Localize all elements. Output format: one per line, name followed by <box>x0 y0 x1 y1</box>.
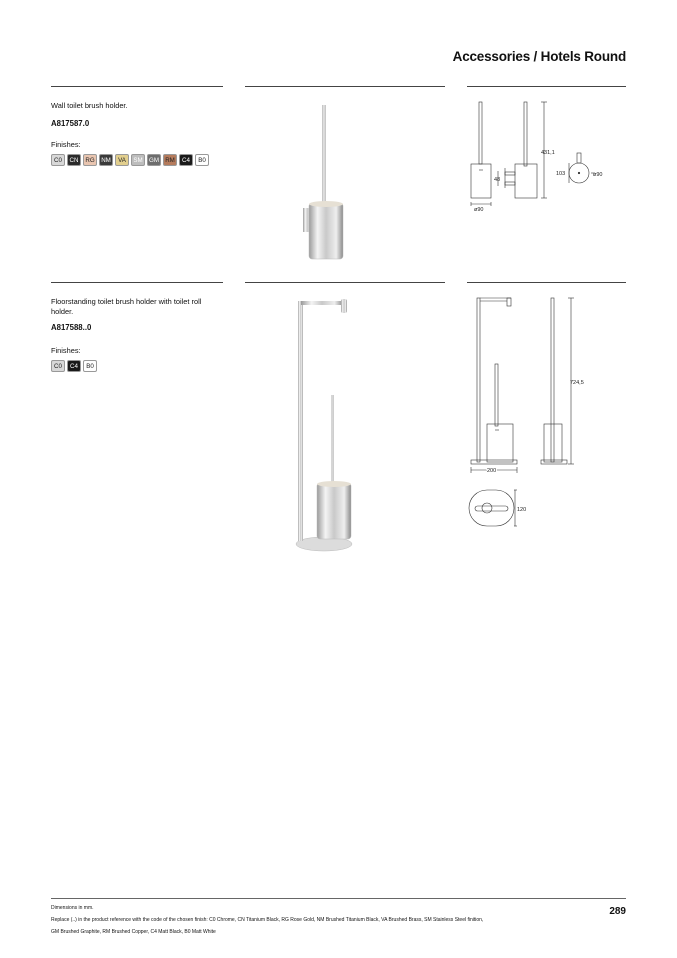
finish-swatch-gm: GM <box>147 154 161 166</box>
dim-width: 200 <box>487 468 497 474</box>
finishes-label: Finishes: <box>51 140 81 149</box>
finish-swatch-c0: C0 <box>51 360 65 372</box>
dim-depth: 103 <box>556 171 566 177</box>
finish-swatch-b0: B0 <box>83 360 97 372</box>
technical-drawing-floorstanding-holder <box>467 294 627 534</box>
finish-swatch-rm: RM <box>163 154 177 166</box>
product-photo-wall-brush-holder <box>245 100 445 265</box>
finish-swatch-nm: NM <box>99 154 113 166</box>
footer-dimensions-note: Dimensions in mm. <box>51 905 94 911</box>
section-rule <box>51 86 223 87</box>
finish-swatch-rg: RG <box>83 154 97 166</box>
dim-height: 431,1 <box>541 150 555 156</box>
finish-swatch-cn: CN <box>67 154 81 166</box>
finish-swatch-c4: C4 <box>179 154 193 166</box>
finish-swatch-sm: SM <box>131 154 145 166</box>
section-rule <box>467 86 626 87</box>
footer-finish-note: Replace (..) in the product reference with the code of the chosen finish: C0 Chrome, CN Titanium Black, RG Rose Gold, NM Brushed Titanium Black, VA Brushed Brass, SM Stainless Steel finition, <box>51 917 484 923</box>
technical-drawing-wall-brush-holder <box>467 98 627 223</box>
dim-base-depth: 120 <box>517 507 527 513</box>
section-rule <box>467 282 626 283</box>
finish-swatch-b0: B0 <box>195 154 209 166</box>
dim-diameter-side: ø90 <box>593 172 603 178</box>
product-description: Floorstanding toilet brush holder with toilet roll holder. <box>51 297 202 316</box>
product-photo-floorstanding-holder <box>245 295 445 557</box>
dim-offset: 48 <box>494 177 501 183</box>
product-description: Wall toilet brush holder. <box>51 101 128 110</box>
section-rule <box>245 86 445 87</box>
finish-swatch-va: VA <box>115 154 129 166</box>
finish-swatch-c0: C0 <box>51 154 65 166</box>
product-code: A817587.0 <box>51 119 90 128</box>
page-number: 289 <box>609 906 626 917</box>
dim-height: 724,5 <box>570 380 584 386</box>
finish-swatches <box>51 360 97 372</box>
finish-swatches <box>51 154 209 166</box>
footer-finish-note-continued: GM Brushed Graphite, RM Brushed Copper, C4 Matt Black, B0 Matt White <box>51 929 216 935</box>
footer-rule <box>51 898 626 899</box>
finish-swatch-c4: C4 <box>67 360 81 372</box>
page-title: Accessories / Hotels Round <box>452 49 626 64</box>
product-code: A817588..0 <box>51 323 92 332</box>
finishes-label: Finishes: <box>51 346 81 355</box>
section-rule <box>51 282 223 283</box>
dim-diameter-base: ø90 <box>474 207 484 213</box>
section-rule <box>245 282 445 283</box>
